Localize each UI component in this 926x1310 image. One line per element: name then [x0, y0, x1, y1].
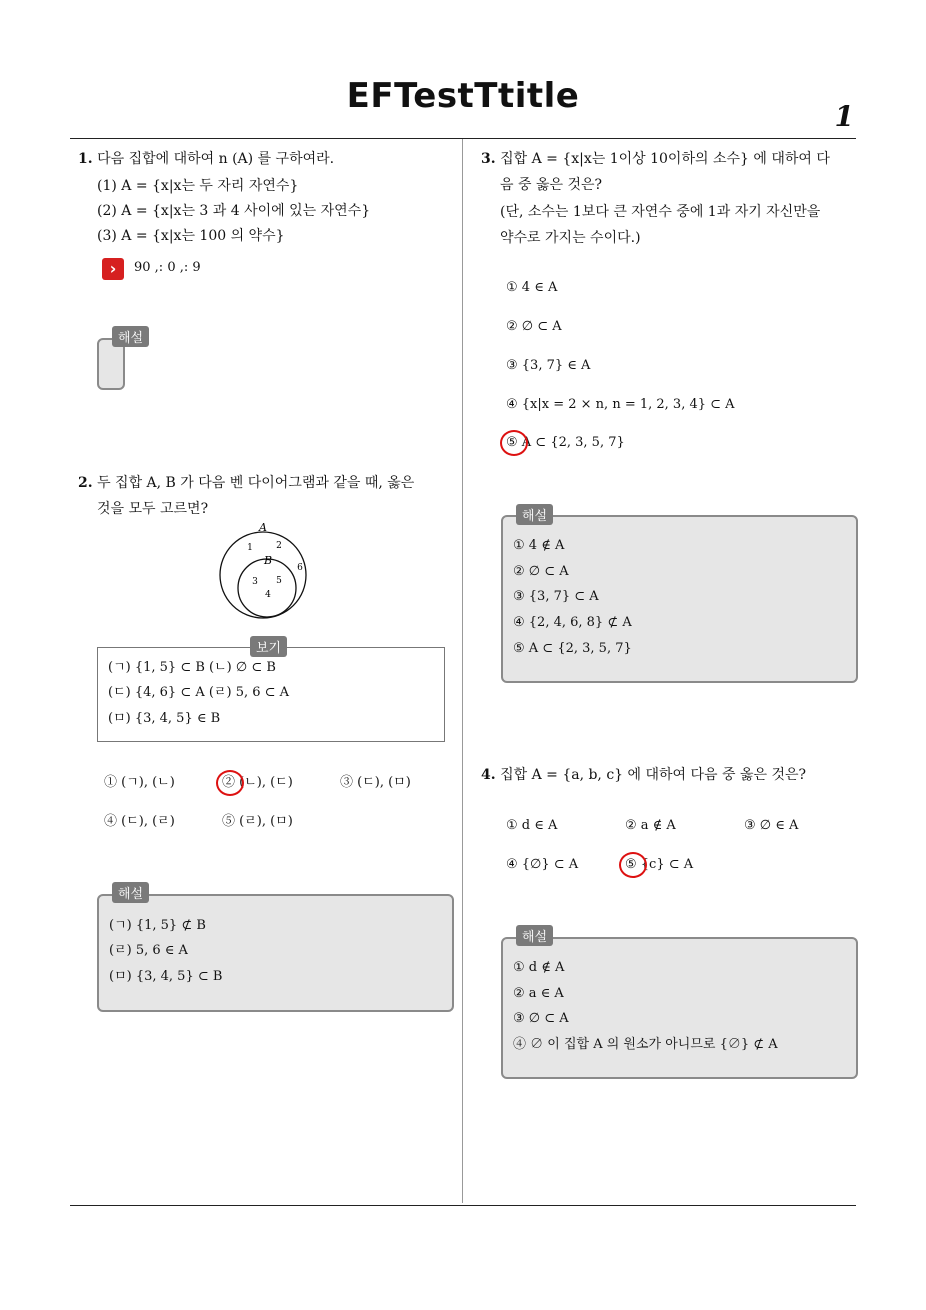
solution-line: (ㅁ) {3, 4, 5} ⊂ B	[109, 969, 223, 984]
venn-element: 4	[265, 590, 271, 600]
solution-label: 해설	[516, 925, 553, 946]
choice-1[interactable]: ① 4 ∈ A	[506, 280, 558, 295]
column-divider	[462, 139, 463, 1203]
question-number: 4.	[481, 767, 496, 783]
solution-line: ③ ∅ ⊂ A	[513, 1011, 569, 1026]
bogi-line: (ㅁ) {3, 4, 5} ∈ B	[108, 711, 221, 726]
answer-circle-mark	[500, 430, 528, 456]
solution-line: ① 4 ∉ A	[513, 538, 565, 553]
answer-circle-mark	[619, 852, 647, 878]
solution-line: ⑤ A ⊂ {2, 3, 5, 7}	[513, 641, 632, 656]
question-text: 집합 A = {x|x는 1이상 10이하의 소수} 에 대하여 다	[500, 151, 830, 167]
choice-5[interactable]: ⑤ (ㄹ), (ㅁ)	[222, 814, 293, 829]
choice-3[interactable]: ③ ∅ ∈ A	[744, 818, 799, 833]
question-text: 다음 집합에 대하여 n (A) 를 구하여라.	[97, 151, 335, 167]
choice-2[interactable]: ② ∅ ⊂ A	[506, 319, 562, 334]
solution-label: 해설	[516, 504, 553, 525]
question-number: 2.	[78, 475, 93, 491]
choice-4[interactable]: ④ {x|x = 2 × n, n = 1, 2, 3, 4} ⊂ A	[506, 397, 735, 412]
question-text: 집합 A = {a, b, c} 에 대하여 다음 중 옳은 것은?	[500, 767, 807, 783]
choice-4[interactable]: ④ {∅} ⊂ A	[506, 857, 579, 872]
choice-3[interactable]: ③ (ㄷ), (ㅁ)	[340, 775, 411, 790]
page-title: EFTestTtitle	[346, 76, 580, 116]
question-item: (3) A = {x|x는 100 의 약수}	[97, 228, 285, 244]
solution-line: ② ∅ ⊂ A	[513, 564, 569, 579]
choice-4[interactable]: ④ (ㄷ), (ㄹ)	[104, 814, 175, 829]
question-number: 3.	[481, 151, 496, 167]
venn-element: 5	[276, 576, 282, 586]
choice-3[interactable]: ③ {3, 7} ∈ A	[506, 358, 591, 373]
choice-1[interactable]: ① (ㄱ), (ㄴ)	[104, 775, 175, 790]
solution-line: ④ ∅ 이 집합 A 의 원소가 아니므로 {∅} ⊄ A	[513, 1037, 778, 1052]
solution-line: ② a ∈ A	[513, 986, 564, 1001]
venn-diagram	[215, 518, 315, 624]
question-text: (단, 소수는 1보다 큰 자연수 중에 1과 자기 자신만을	[500, 204, 821, 220]
solution-line: (ㄹ) 5, 6 ∈ A	[109, 943, 188, 958]
question-item: (1) A = {x|x는 두 자리 자연수}	[97, 178, 299, 194]
question-text: 약수로 가지는 수이다.)	[500, 230, 641, 246]
choice-2[interactable]: ② (ㄴ), (ㄷ)	[222, 775, 293, 790]
venn-element: 2	[276, 541, 282, 551]
solution-line: ① d ∉ A	[513, 960, 565, 975]
footer-rule	[70, 1205, 856, 1206]
question-text: 것을 모두 고르면?	[97, 501, 209, 517]
choice-5[interactable]: ⑤ {c} ⊂ A	[625, 857, 694, 872]
question-text: 음 중 옳은 것은?	[500, 177, 603, 193]
header-rule	[70, 138, 856, 139]
choice-1[interactable]: ① d ∈ A	[506, 818, 558, 833]
choice-5[interactable]: ⑤ A ⊂ {2, 3, 5, 7}	[506, 435, 625, 450]
venn-label-b: B	[263, 554, 273, 567]
bogi-label: 보기	[250, 636, 287, 657]
question-text: 두 집합 A, B 가 다음 벤 다이어그램과 같을 때, 옳은	[97, 475, 415, 491]
choice-2[interactable]: ② a ∉ A	[625, 818, 676, 833]
solution-line: (ㄱ) {1, 5} ⊄ B	[109, 918, 206, 933]
question-number: 1.	[78, 151, 93, 167]
venn-label-a: A	[259, 521, 267, 534]
answer-circle-mark	[216, 770, 244, 796]
solution-line: ④ {2, 4, 6, 8} ⊄ A	[513, 615, 632, 630]
bogi-line: (ㄱ) {1, 5} ⊂ B (ㄴ) ∅ ⊂ B	[108, 660, 276, 675]
bogi-line: (ㄷ) {4, 6} ⊂ A (ㄹ) 5, 6 ⊂ A	[108, 685, 290, 700]
answer-text: 90 ,: 0 ,: 9	[134, 260, 201, 275]
venn-element: 1	[247, 543, 253, 553]
solution-line: ③ {3, 7} ⊂ A	[513, 589, 599, 604]
answer-arrow-icon: ›	[102, 258, 124, 280]
page-number: 1	[834, 100, 854, 133]
solution-label: 해설	[112, 326, 149, 347]
solution-label: 해설	[112, 882, 149, 903]
question-item: (2) A = {x|x는 3 과 4 사이에 있는 자연수}	[97, 203, 371, 219]
venn-element: 3	[252, 577, 258, 587]
venn-element: 6	[297, 563, 303, 573]
